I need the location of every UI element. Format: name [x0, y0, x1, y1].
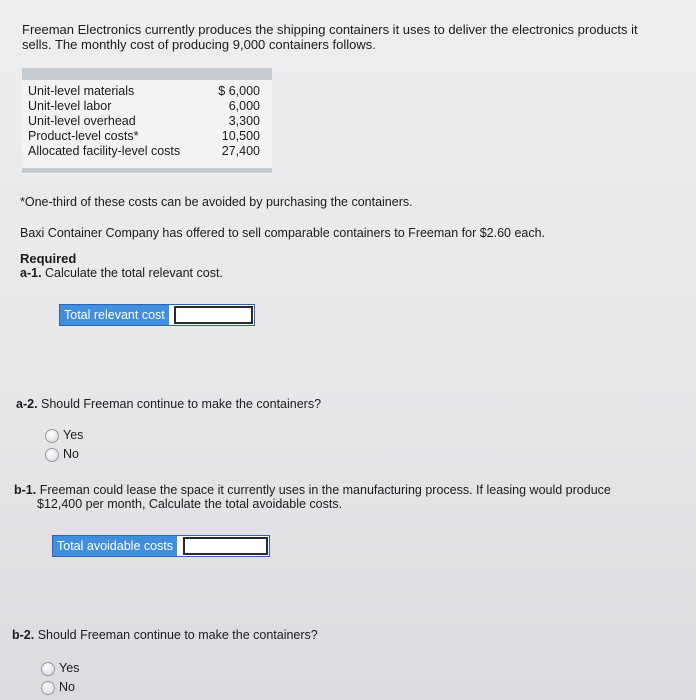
table-row	[22, 114, 272, 129]
question-a1	[20, 266, 223, 280]
question-b1-continued: $12,400 per month, Calculate the total avoidable costs.	[37, 497, 343, 511]
total-avoidable-costs-box	[52, 535, 270, 557]
radio-button[interactable]	[41, 662, 55, 676]
question-text: Freeman could lease the space it currently uses in the manufacturing process. If leasing would produce	[36, 483, 611, 497]
table-row	[22, 99, 272, 114]
intro-text: Freeman Electronics currently produces the shipping containers it uses to deliver the electronics products it sells. The monthly cost of producing 9,000 containers follows.	[22, 22, 638, 52]
cost-label: Unit-level labor	[28, 99, 112, 113]
question-text: Calculate the total relevant cost.	[41, 266, 223, 280]
question-text: Should Freeman continue to make the containers?	[34, 628, 318, 642]
required-heading: Required	[20, 251, 77, 266]
cost-value: 27,400	[221, 144, 260, 158]
total-relevant-cost-input[interactable]	[174, 306, 253, 324]
question-b2	[12, 628, 318, 642]
total-avoidable-costs-input[interactable]	[183, 537, 268, 555]
question-b1	[14, 483, 611, 497]
cost-value: 10,500	[221, 129, 260, 143]
answer-label: Total relevant cost	[60, 305, 169, 325]
cost-value: 6,000	[228, 99, 260, 113]
cost-label: Allocated facility-level costs	[28, 144, 181, 158]
cost-value: 3,300	[228, 114, 260, 128]
total-relevant-cost-box	[59, 304, 255, 326]
table-header-bar	[22, 68, 272, 80]
question-number: b-2.	[12, 628, 35, 642]
cost-label: Unit-level overhead	[28, 114, 136, 128]
question-a2	[16, 397, 321, 411]
footnote: *One-third of these costs can be avoided by purchasing the containers.	[20, 195, 413, 209]
option-label: Yes	[63, 428, 84, 442]
option-label: No	[59, 680, 75, 694]
cost-table	[22, 68, 272, 174]
table-row	[22, 84, 272, 99]
question-number: a-1.	[20, 266, 42, 280]
table-row	[22, 144, 272, 159]
question-number: b-1.	[14, 483, 37, 497]
option-label: Yes	[59, 661, 80, 675]
cost-label: Unit-level materials	[28, 84, 135, 98]
table-footer-bar	[22, 168, 272, 173]
question-text: Should Freeman continue to make the containers?	[37, 397, 322, 411]
radio-button[interactable]	[45, 429, 59, 443]
radio-button[interactable]	[41, 681, 55, 695]
offer-text: Baxi Container Company has offered to sell comparable containers to Freeman for $2.60 each.	[20, 226, 546, 240]
answer-label: Total avoidable costs	[53, 536, 177, 556]
option-label: No	[63, 447, 79, 461]
question-number: a-2.	[16, 397, 38, 411]
cost-label: Product-level costs*	[28, 129, 139, 143]
cost-value: $ 6,000	[218, 84, 260, 98]
radio-button[interactable]	[45, 448, 59, 462]
table-row	[22, 129, 272, 144]
